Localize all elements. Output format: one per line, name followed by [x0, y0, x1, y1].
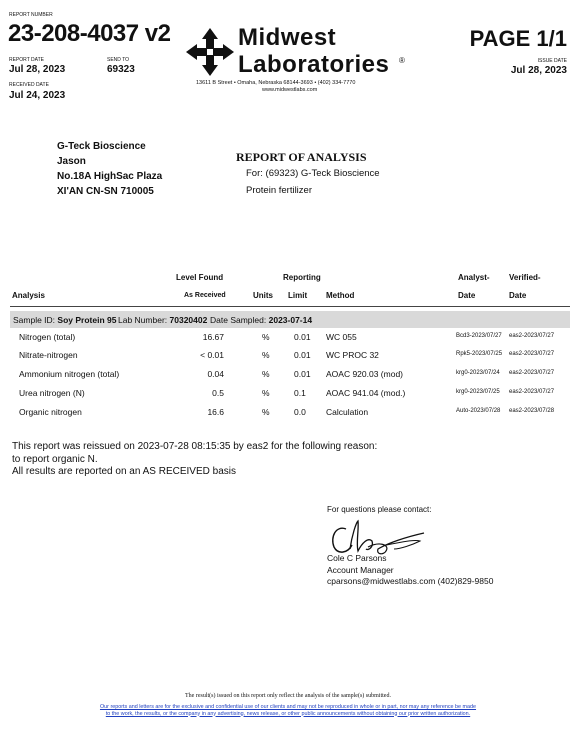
col-level-found: Level Found: [176, 273, 224, 282]
issue-date: Jul 28, 2023: [510, 65, 567, 76]
contact-name: Cole C Parsons: [327, 553, 387, 563]
report-date-label: REPORT DATE: [9, 57, 45, 63]
report-for: For: (69323) G-Teck Bioscience: [246, 168, 380, 179]
contact-title: Account Manager: [327, 564, 394, 575]
cell-analyst: Bcd3-2023/07/27: [456, 333, 502, 339]
cell-method: WC PROC 32: [326, 350, 379, 360]
registered-mark: ®: [399, 56, 405, 65]
cell-analysis: Nitrate-nitrogen: [19, 350, 78, 360]
cell-level: 0.5: [212, 388, 224, 398]
sample-bar: [10, 311, 570, 328]
reissue-note: This report was reissued on 2023-07-28 08:15:35 by eas2 for the following reason:: [12, 441, 378, 452]
cell-limit: 0.1: [294, 388, 306, 398]
cell-method: Calculation: [326, 407, 369, 417]
cell-method: AOAC 920.03 (mod): [326, 369, 404, 379]
client-company: G-Teck Bioscience: [57, 141, 146, 152]
header-divider: [10, 306, 570, 307]
report-number-label: REPORT NUMBER: [9, 12, 53, 18]
lab-name-line1: Midwest: [238, 24, 337, 51]
contact-prompt: For questions please contact:: [327, 505, 432, 514]
received-date-label: RECEIVED DATE: [9, 82, 49, 88]
cell-units: %: [262, 369, 270, 379]
lab-number: [118, 315, 207, 325]
cell-analysis: Urea nitrogen (N): [19, 388, 85, 398]
cell-units: %: [262, 332, 270, 342]
contact-email-phone[interactable]: cparsons@midwestlabs.com (402)829-9850: [327, 576, 494, 586]
report-product: Protein fertilizer: [246, 185, 312, 196]
cell-analyst: krg0-2023/07/24: [456, 370, 500, 376]
contact-info: [327, 553, 493, 588]
client-address: [57, 139, 162, 199]
col-limit: Limit: [288, 291, 308, 300]
cell-analysis: Ammonium nitrogen (total): [19, 369, 120, 379]
reissue-reason: to report organic N.: [12, 453, 98, 465]
cell-level: 16.6: [207, 407, 224, 417]
client-contact: Jason: [57, 156, 86, 167]
date-sampled-value: 2023-07-14: [268, 315, 313, 325]
midwest-logo-icon: [185, 27, 235, 77]
lab-number-label: Lab Number:: [118, 315, 168, 325]
col-reporting: Reporting: [283, 273, 321, 282]
col-analyst-date: Date: [458, 291, 476, 300]
cell-verified: eas2-2023/07/27: [509, 389, 555, 395]
cell-limit: 0.0: [294, 407, 306, 417]
col-analysis: Analysis: [12, 291, 45, 300]
cell-analyst: krg0-2023/07/25: [456, 389, 500, 395]
table-row: [10, 403, 570, 421]
cell-verified: eas2-2023/07/27: [509, 333, 555, 339]
page-number: PAGE 1/1: [469, 26, 567, 51]
table-row: [10, 328, 570, 346]
cell-limit: 0.01: [294, 369, 311, 379]
report-date: Jul 28, 2023: [9, 64, 66, 75]
footer-confidential: [0, 704, 576, 717]
sample-id-value: Soy Protein 95: [57, 315, 117, 325]
cell-limit: 0.01: [294, 350, 311, 360]
cell-units: %: [262, 388, 270, 398]
cell-verified: eas2-2023/07/27: [509, 351, 555, 357]
table-row: [10, 346, 570, 364]
sample-id-label: Sample ID:: [13, 315, 56, 325]
cell-level: 0.04: [207, 369, 224, 379]
lab-name-line2: Laboratories: [238, 51, 390, 78]
report-notes: [12, 441, 377, 479]
date-sampled: [210, 315, 312, 325]
lab-address: 13611 B Street • Omaha, Nebraska 68144-3693 • (402) 334-7770: [196, 80, 356, 86]
col-units: Units: [253, 291, 273, 300]
client-street: No.18A HighSac Plaza: [57, 171, 163, 182]
cell-analyst: Rpk5-2023/07/25: [456, 351, 503, 357]
cell-analysis: Organic nitrogen: [19, 407, 82, 417]
col-method: Method: [326, 291, 355, 300]
cell-level: 16.67: [202, 332, 224, 342]
cell-method: WC 055: [326, 332, 357, 342]
cell-level: < 0.01: [200, 350, 224, 360]
report-title: REPORT OF ANALYSIS: [236, 150, 367, 164]
cell-units: %: [262, 350, 270, 360]
lab-website[interactable]: www.midwestlabs.com: [262, 87, 318, 93]
lab-number-value: 70320402: [169, 315, 208, 325]
cell-verified: eas2-2023/07/28: [509, 408, 555, 414]
col-as-received: As Received: [184, 292, 226, 299]
send-to-label: SEND TO: [107, 57, 130, 63]
sample-id: [13, 315, 116, 325]
basis-note: All results are reported on an AS RECEIVED basis: [12, 466, 236, 477]
col-verified-date: Date: [509, 291, 527, 300]
footer-disclaimer: The result(s) issued on this report only reflect the analysis of the sample(s) submitted.: [185, 693, 391, 699]
table-row: [10, 365, 570, 383]
issue-date-label: ISSUE DATE: [537, 58, 567, 64]
footer-confidential-line2: to the work, the results, or the company in any advertising, news release, or other public announcements without obtaining our prior written authorization.: [105, 710, 471, 717]
client-city: XI'AN CN-SN 710005: [57, 186, 154, 197]
cell-analyst: Auto-2023/07/28: [456, 408, 501, 414]
report-number: 23-208-4037 v2: [8, 20, 171, 47]
cell-method: AOAC 941.04 (mod.): [326, 388, 406, 398]
received-date: Jul 24, 2023: [9, 90, 66, 101]
cell-verified: eas2-2023/07/27: [509, 370, 555, 376]
send-to: 69323: [107, 64, 135, 75]
cell-analysis: Nitrogen (total): [19, 332, 76, 342]
cell-units: %: [262, 407, 270, 417]
col-verified: Verified-: [509, 273, 541, 282]
cell-limit: 0.01: [294, 332, 311, 342]
date-sampled-label: Date Sampled:: [210, 315, 267, 325]
table-row: [10, 384, 570, 402]
col-analyst: Analyst-: [458, 273, 490, 282]
footer-confidential-line1: Our reports and letters are for the exclusive and confidential use of our clients and may not be reproduced in whole or in part, nor may any reference be made: [99, 704, 477, 710]
